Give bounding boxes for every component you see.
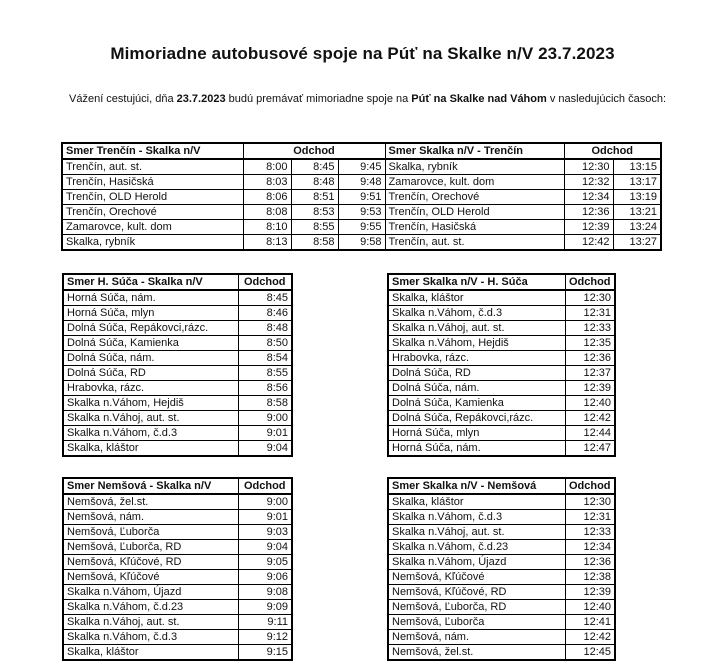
- timetable-trencin: [61, 142, 662, 251]
- time-cell: 12:33: [565, 525, 615, 540]
- stop-cell: Skalka n.Váhom, č.d.3: [388, 510, 565, 525]
- stop-cell: Horná Súča, nám.: [63, 290, 238, 306]
- table-row: [388, 525, 615, 540]
- time-cell: 12:30: [565, 290, 615, 306]
- time-cell: 13:27: [613, 235, 661, 251]
- time-cell: 9:15: [238, 645, 292, 661]
- time-cell: 12:35: [565, 336, 615, 351]
- stop-cell: Skalka, kláštor: [388, 290, 565, 306]
- stop-cell: Nemšová, nám.: [388, 630, 565, 645]
- table-row: [388, 540, 615, 555]
- stop-cell: Nemšová, nám.: [63, 510, 238, 525]
- time-cell: 12:39: [565, 381, 615, 396]
- table-row: [63, 630, 292, 645]
- time-cell: 8:13: [243, 235, 291, 251]
- stop-cell: Dolná Súča, nám.: [63, 351, 238, 366]
- time-cell: 9:09: [238, 600, 292, 615]
- time-cell: 12:47: [565, 441, 615, 457]
- table-row: [63, 525, 292, 540]
- time-cell: 12:44: [565, 426, 615, 441]
- stop-cell: Hrabovka, rázc.: [388, 351, 565, 366]
- table-row: [388, 290, 615, 306]
- odchod-header: Odchod: [238, 274, 292, 290]
- table-row: [63, 441, 292, 457]
- time-cell: 8:45: [291, 159, 338, 175]
- stop-cell: Nemšová, Kľúčové, RD: [388, 585, 565, 600]
- time-cell: 9:45: [338, 159, 385, 175]
- table-row: [63, 570, 292, 585]
- stop-cell: Skalka, kláštor: [388, 494, 565, 510]
- direction-header-trencin-back: Smer Skalka n/V - Trenčín: [385, 143, 564, 159]
- table-row: [63, 540, 292, 555]
- stop-cell: Nemšová, Ľuborča: [63, 525, 238, 540]
- odchod-header: Odchod: [238, 478, 292, 494]
- table-row: [63, 645, 292, 661]
- stop-cell: Skalka n.Váhoj, aut. st.: [388, 321, 565, 336]
- stop-cell: Trenčín, Orechové: [385, 190, 564, 205]
- stop-cell: Skalka n.Váhom, č.d.3: [63, 630, 238, 645]
- time-cell: 8:03: [243, 175, 291, 190]
- table-row: [63, 510, 292, 525]
- table-row: [63, 306, 292, 321]
- direction-header-nemsova-out: Smer Nemšová - Skalka n/V: [63, 478, 238, 494]
- time-cell: 8:46: [238, 306, 292, 321]
- time-cell: 8:54: [238, 351, 292, 366]
- table-row: [63, 321, 292, 336]
- stop-cell: Zamarovce, kult. dom: [62, 220, 243, 235]
- stop-cell: Horná Súča, nám.: [388, 441, 565, 457]
- table-header-row: [62, 143, 661, 159]
- time-cell: 9:01: [238, 426, 292, 441]
- stop-cell: Skalka n.Váhom, č.d.23: [63, 600, 238, 615]
- time-cell: 8:53: [291, 205, 338, 220]
- time-cell: 9:11: [238, 615, 292, 630]
- time-cell: 9:01: [238, 510, 292, 525]
- stop-cell: Skalka, kláštor: [63, 441, 238, 457]
- intro-middle: budú premávať mimoriadne spoje na: [225, 93, 412, 105]
- table-row: [388, 381, 615, 396]
- time-cell: 8:55: [291, 220, 338, 235]
- time-cell: 12:40: [565, 600, 615, 615]
- table-header-row: [63, 274, 292, 290]
- table-row: [388, 494, 615, 510]
- time-cell: 12:33: [565, 321, 615, 336]
- table-row: [62, 205, 661, 220]
- intro-prefix: Vážení cestujúci, dňa: [69, 93, 177, 105]
- table-row: [63, 351, 292, 366]
- time-cell: 9:00: [238, 411, 292, 426]
- stop-cell: Dolná Súča, Repákovci,rázc.: [388, 411, 565, 426]
- table-row: [388, 366, 615, 381]
- stop-cell: Dolná Súča, nám.: [388, 381, 565, 396]
- stop-cell: Skalka, rybník: [62, 235, 243, 251]
- table-row: [388, 396, 615, 411]
- stop-cell: Dolná Súča, Kamienka: [63, 336, 238, 351]
- table-row: [388, 510, 615, 525]
- stop-cell: Zamarovce, kult. dom: [385, 175, 564, 190]
- table-row: [388, 585, 615, 600]
- stop-cell: Nemšová, Ľuborča, RD: [63, 540, 238, 555]
- time-cell: 12:36: [564, 205, 613, 220]
- time-cell: 9:00: [238, 494, 292, 510]
- stop-cell: Skalka n.Váhom, Újazd: [63, 585, 238, 600]
- time-cell: 8:08: [243, 205, 291, 220]
- time-cell: 9:55: [338, 220, 385, 235]
- table-row: [388, 411, 615, 426]
- time-cell: 9:05: [238, 555, 292, 570]
- stop-cell: Trenčín, aut. st.: [62, 159, 243, 175]
- odchod-header-back: Odchod: [564, 143, 661, 159]
- timetable-pair-suca: [61, 273, 664, 457]
- odchod-header: Odchod: [565, 274, 615, 290]
- timetable-nemsova-back: [387, 477, 616, 661]
- stop-cell: Trenčín, Orechové: [62, 205, 243, 220]
- time-cell: 13:21: [613, 205, 661, 220]
- time-cell: 12:32: [564, 175, 613, 190]
- stop-cell: Dolná Súča, Repákovci,rázc.: [63, 321, 238, 336]
- table-row: [388, 441, 615, 457]
- time-cell: 12:34: [564, 190, 613, 205]
- table-row: [388, 306, 615, 321]
- table-row: [388, 645, 615, 661]
- table-row: [388, 426, 615, 441]
- time-cell: 12:31: [565, 510, 615, 525]
- table-row: [388, 336, 615, 351]
- stop-cell: Horná Súča, mlyn: [63, 306, 238, 321]
- time-cell: 8:58: [291, 235, 338, 251]
- table-row: [388, 600, 615, 615]
- time-cell: 9:58: [338, 235, 385, 251]
- stop-cell: Dolná Súča, RD: [388, 366, 565, 381]
- stop-cell: Skalka, rybník: [385, 159, 564, 175]
- stop-cell: Hrabovka, rázc.: [63, 381, 238, 396]
- time-cell: 9:12: [238, 630, 292, 645]
- time-cell: 8:06: [243, 190, 291, 205]
- stop-cell: Nemšová, žel.st.: [388, 645, 565, 661]
- page-title: Mimoriadne autobusové spoje na Púť na Skalke n/V 23.7.2023: [110, 44, 615, 63]
- time-cell: 8:48: [291, 175, 338, 190]
- stop-cell: Skalka n.Váhom, Újazd: [388, 555, 565, 570]
- stop-cell: Skalka n.Váhoj, aut. st.: [388, 525, 565, 540]
- table-row: [388, 555, 615, 570]
- table-row: [388, 570, 615, 585]
- table-header-row: [388, 478, 615, 494]
- stop-cell: Trenčín, Hasičská: [62, 175, 243, 190]
- time-cell: 9:04: [238, 540, 292, 555]
- stop-cell: Nemšová, Ľuborča, RD: [388, 600, 565, 615]
- stop-cell: Nemšová, žel.st.: [63, 494, 238, 510]
- time-cell: 12:42: [564, 235, 613, 251]
- time-cell: 9:03: [238, 525, 292, 540]
- time-cell: 12:30: [565, 494, 615, 510]
- table-header-row: [388, 274, 615, 290]
- odchod-header-out: Odchod: [243, 143, 385, 159]
- time-cell: 13:24: [613, 220, 661, 235]
- time-cell: 8:56: [238, 381, 292, 396]
- table-row: [63, 381, 292, 396]
- table-row: [62, 175, 661, 190]
- time-cell: 8:51: [291, 190, 338, 205]
- table-row: [63, 494, 292, 510]
- table-row: [63, 336, 292, 351]
- stop-cell: Nemšová, Kľúčové: [388, 570, 565, 585]
- table-row: [63, 366, 292, 381]
- table-row: [388, 630, 615, 645]
- stop-cell: Nemšová, Kľúčové: [63, 570, 238, 585]
- time-cell: 8:45: [238, 290, 292, 306]
- intro-event: Púť na Skalke nad Váhom: [411, 93, 547, 105]
- table-row: [63, 426, 292, 441]
- table-row: [388, 615, 615, 630]
- odchod-header: Odchod: [565, 478, 615, 494]
- time-cell: 8:10: [243, 220, 291, 235]
- time-cell: 8:00: [243, 159, 291, 175]
- table-row: [62, 220, 661, 235]
- time-cell: 12:40: [565, 396, 615, 411]
- stop-cell: Dolná Súča, RD: [63, 366, 238, 381]
- stop-cell: Trenčín, OLD Herold: [62, 190, 243, 205]
- time-cell: 8:48: [238, 321, 292, 336]
- stop-cell: Skalka n.Váhom, č.d.3: [63, 426, 238, 441]
- time-cell: 12:42: [565, 411, 615, 426]
- table-row: [62, 190, 661, 205]
- time-cell: 9:51: [338, 190, 385, 205]
- time-cell: 12:36: [565, 351, 615, 366]
- time-cell: 12:31: [565, 306, 615, 321]
- table-row: [62, 159, 661, 175]
- direction-header-suca-out: Smer H. Súča - Skalka n/V: [63, 274, 238, 290]
- time-cell: 12:34: [565, 540, 615, 555]
- time-cell: 13:15: [613, 159, 661, 175]
- table-row: [63, 615, 292, 630]
- stop-cell: Dolná Súča, Kamienka: [388, 396, 565, 411]
- time-cell: 12:30: [564, 159, 613, 175]
- time-cell: 13:19: [613, 190, 661, 205]
- table-row: [63, 396, 292, 411]
- timetable-suca-back: [387, 273, 616, 457]
- time-cell: 12:36: [565, 555, 615, 570]
- table-row: [63, 411, 292, 426]
- table-row: [388, 321, 615, 336]
- time-cell: 9:53: [338, 205, 385, 220]
- intro-suffix: v nasledujúcich časoch:: [546, 93, 667, 105]
- time-cell: 12:37: [565, 366, 615, 381]
- time-cell: 12:38: [565, 570, 615, 585]
- stop-cell: Nemšová, Ľuborča: [388, 615, 565, 630]
- time-cell: 9:08: [238, 585, 292, 600]
- stop-cell: Trenčín, Hasičská: [385, 220, 564, 235]
- time-cell: 13:17: [613, 175, 661, 190]
- stop-cell: Trenčín, aut. st.: [385, 235, 564, 251]
- stop-cell: Skalka n.Váhom, Hejdiš: [388, 336, 565, 351]
- table-row: [63, 585, 292, 600]
- time-cell: 12:42: [565, 630, 615, 645]
- stop-cell: Skalka n.Váhoj, aut. st.: [63, 615, 238, 630]
- table-row: [62, 235, 661, 251]
- time-cell: 9:04: [238, 441, 292, 457]
- time-cell: 12:39: [564, 220, 613, 235]
- time-cell: 12:45: [565, 645, 615, 661]
- time-cell: 12:41: [565, 615, 615, 630]
- timetable-suca-out: [62, 273, 293, 457]
- stop-cell: Skalka n.Váhom, č.d.3: [388, 306, 565, 321]
- time-cell: 8:55: [238, 366, 292, 381]
- stop-cell: Horná Súča, mlyn: [388, 426, 565, 441]
- intro-date: 23.7.2023: [176, 93, 226, 105]
- table-row: [63, 555, 292, 570]
- table-row: [63, 600, 292, 615]
- stop-cell: Trenčín, OLD Herold: [385, 205, 564, 220]
- stop-cell: Skalka, kláštor: [63, 645, 238, 661]
- timetable-pair-nemsova: [61, 477, 664, 661]
- table-row: [388, 351, 615, 366]
- stop-cell: Skalka n.Váhom, č.d.23: [388, 540, 565, 555]
- stop-cell: Skalka n.Váhoj, aut. st.: [63, 411, 238, 426]
- time-cell: 12:39: [565, 585, 615, 600]
- stop-cell: Skalka n.Váhom, Hejdiš: [63, 396, 238, 411]
- direction-header-suca-back: Smer Skalka n/V - H. Súča: [388, 274, 565, 290]
- stop-cell: Nemšová, Kľúčové, RD: [63, 555, 238, 570]
- time-cell: 9:48: [338, 175, 385, 190]
- time-cell: 9:06: [238, 570, 292, 585]
- table-row: [63, 290, 292, 306]
- table-header-row: [63, 478, 292, 494]
- direction-header-nemsova-back: Smer Skalka n/V - Nemšová: [388, 478, 565, 494]
- intro-text: [69, 93, 667, 105]
- time-cell: 8:50: [238, 336, 292, 351]
- time-cell: 8:58: [238, 396, 292, 411]
- timetable-nemsova-out: [62, 477, 293, 661]
- direction-header-trencin-out: Smer Trenčín - Skalka n/V: [62, 143, 243, 159]
